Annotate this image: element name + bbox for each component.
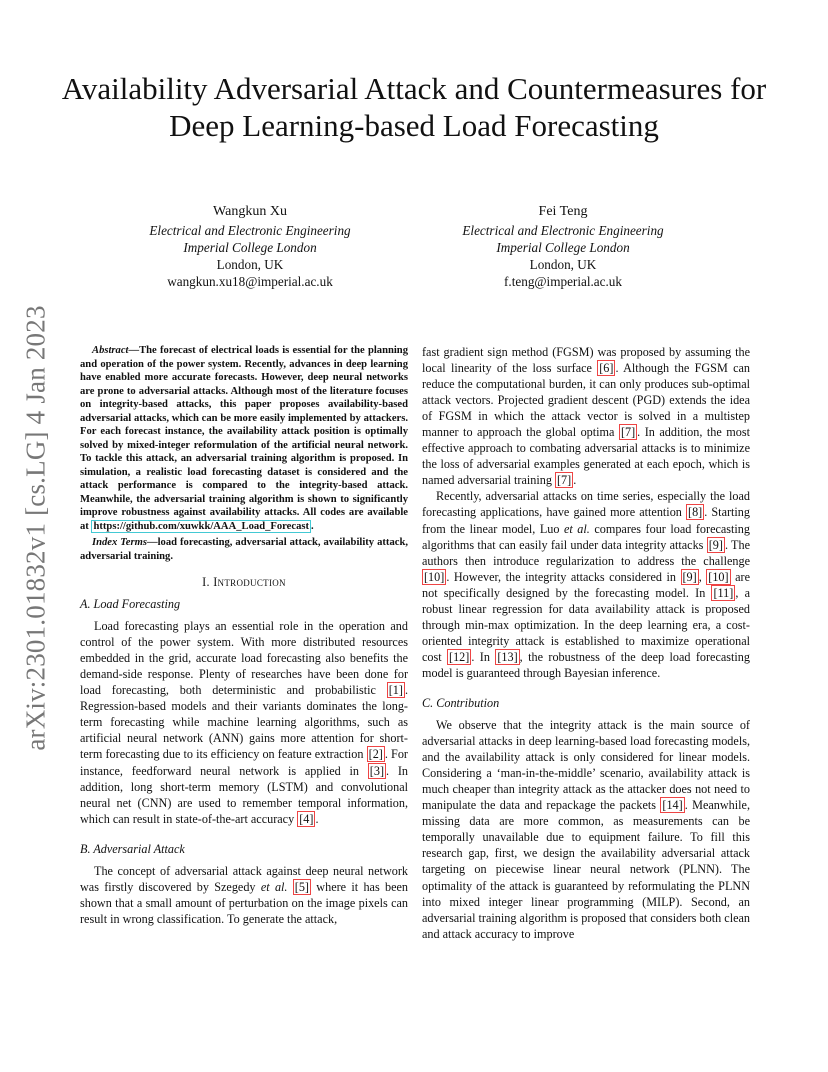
paragraph: Load forecasting plays an essential role in the operation and control of the power system. With more distributed resources embedded in the grid, accurate load forecasting also benefits the demand-side response. Plenty of researches have been done for load forecasting, both deterministic and probabilistic [1] . Regression-based models and their variants dominates the long-term forecasting while machine learning algorithms, such as artificial neural network (ANN) gains more attention for short-term forecasting due to its efficiency on feature extraction [2] . For instance, feedforward neural network is applied in [3] . In addition, long short-term memory (LSTM) and convolutional neural net (CNN) are used to remember temporal information, which can result in state-of-the-art accuracy [4] . <box>80 619 408 826</box>
author-location: London, UK <box>216 257 284 272</box>
citation-link[interactable]: [3] <box>369 763 385 778</box>
citation-link[interactable]: [9] <box>682 569 697 584</box>
citation-link[interactable]: [5] <box>294 879 309 894</box>
citation-link[interactable]: [2] <box>368 747 383 762</box>
citation-link[interactable]: [6] <box>599 361 614 376</box>
author-name: Wangkun Xu <box>213 204 287 219</box>
citation-link[interactable]: [12] <box>449 649 470 664</box>
citation-link[interactable]: [4] <box>299 811 314 826</box>
subsection-heading: C. Contribution <box>422 695 500 710</box>
paragraph: Recently, adversarial attacks on time series, especially the load forecasting applications, have gained more attention [8] . Starting from the linear model, Luo et al. compares four load forecasting algorithms that can easily fail under data integrity attacks [9] . The authors then introduce regularization to address the challenge [10] . However, the integrity attacks considered in [9] , [10] are not specifically designed by the forecasting model. In [11] , a robust linear regression for data availability attack is proposed through min-max optimization. In the deep learning era, a cost-oriented integrity attack is established to maximize operational cost [12] . In [13] , the robustness of the deep load forecasting model is guaranteed through Bayesian inference. <box>422 489 750 680</box>
index-terms: Index Terms—load forecasting, adversarial attack, availability attack, adversarial training. <box>80 537 408 562</box>
citation-link[interactable]: [1] <box>388 683 403 698</box>
paragraph: We observe that the integrity attack is the main source of adversarial attacks in deep learning-based load forecasting models, and the availability attack is only considered for linear models. Considering a ‘man-in-the-middle’ scenario, availability attack is much cheaper than integrity attack as the attacker does not need to manipulate the data and repackage the packets [14] . Meanwhile, missing data are more common, as measurements can be temporally unavailable due to equipment failure. To fill this research gap, first, we design the availability adversarial attack targeting on piecewise linear neural network (PLNN). The optimality of the attack is guaranteed by reformulating the PLNN into mixed integer linear programming (MILP). Second, an adversarial training algorithm is proposed that considers both clean and attack accuracy to improve <box>422 718 750 941</box>
left-column <box>80 344 408 927</box>
code-link[interactable]: https://github.com/xuwkk/AAA_Load_Forecast <box>93 520 310 532</box>
right-column <box>422 344 750 942</box>
author-block <box>85 203 415 290</box>
author-dept: Electrical and Electronic Engineering <box>462 223 664 238</box>
citation-link[interactable]: [11] <box>713 585 734 600</box>
author-email: wangkun.xu18@imperial.ac.uk <box>167 274 333 289</box>
author-block <box>398 203 728 290</box>
abstract: Abstract—The forecast of electrical loads is essential for the planning and operation of the power system. Recently, advances in deep learning have enabled more accurate forecasts. However, deep neural networks are prone to adversarial attacks. Although most of the literature focuses on integrity-based attacks, this paper proposes availability-based adversarial attacks, which can be more easily implemented by attackers. For each forecast instance, the availability attack position is optimally solved by mixed-integer reformulation of the artificial neural network. To tackle this attack, an adversarial training algorithm is proposed. In simulation, a realistic load forecasting dataset is considered and the attack performance is compared to the integrity-based attack. Meanwhile, the adversarial training algorithm is shown to significantly improve robustness against availability attacks. All codes are available at https://github.com/xuwkk/AAA_Load_Forecast . <box>80 345 408 532</box>
paragraph: The concept of adversarial attack against deep neural network was firstly discovered by Szegedy et al. [5] where it has been shown that a small amount of perturbation on the image pixels can result in wrong classification. To generate the attack, <box>80 863 408 926</box>
subsection-heading: B. Adversarial Attack <box>80 841 185 856</box>
author-dept: Electrical and Electronic Engineering <box>149 223 351 238</box>
citation-link[interactable]: [13] <box>497 649 518 664</box>
paragraph: fast gradient sign method (FGSM) was proposed by assuming the local linearity of the loss surface [6] . Although the FGSM can reduce the computational burden, it can only produces sub-optimal attack vectors. Projected gradient descent (PGD) extends the idea of FGSM in which the attack vector is solved in a multistep manner to approach the global optima [7] . In addition, the most effective approach to combating adversarial attacks is to minimize the loss of adversarial examples generated at each epoch, which is named adversarial training [7] . <box>422 345 750 488</box>
paper-title: Availability Adversarial Attack and Countermeasures for Deep Learning-based Load Forecasting <box>61 71 767 143</box>
citation-link[interactable]: [10] <box>708 569 729 584</box>
author-email: f.teng@imperial.ac.uk <box>504 274 622 289</box>
arxiv-stamp: arXiv:2301.01832v1 [cs.LG] 4 Jan 2023 <box>20 305 51 751</box>
section-heading: I. Introduction <box>202 575 286 589</box>
citation-link[interactable]: [14] <box>662 798 683 813</box>
author-inst: Imperial College London <box>496 240 630 255</box>
author-location: London, UK <box>529 257 597 272</box>
citation-link[interactable]: [9] <box>708 537 723 552</box>
subsection-heading: A. Load Forecasting <box>80 597 181 612</box>
citation-link[interactable]: [7] <box>620 425 636 440</box>
citation-link[interactable]: [7] <box>557 473 572 488</box>
citation-link[interactable]: [8] <box>688 505 703 520</box>
citation-link[interactable]: [10] <box>424 569 445 584</box>
author-inst: Imperial College London <box>183 240 317 255</box>
author-name: Fei Teng <box>538 204 588 219</box>
